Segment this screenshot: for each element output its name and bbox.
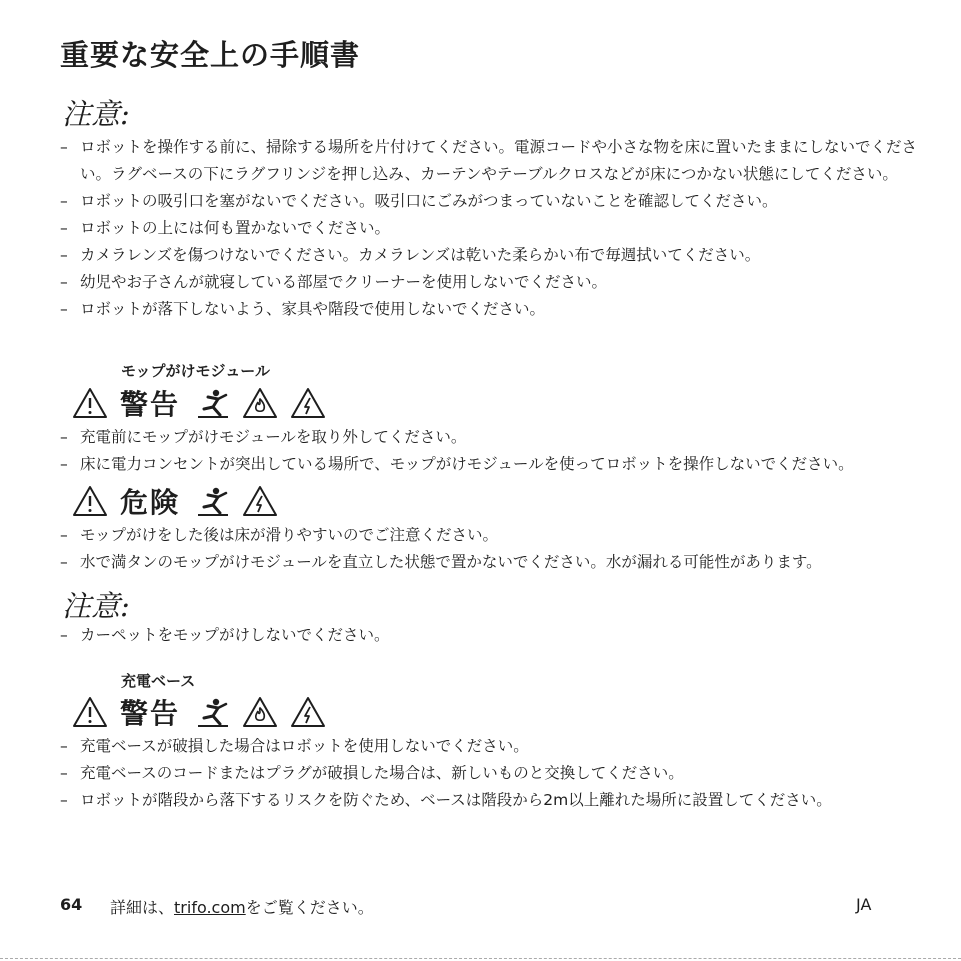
fire-hazard-icon <box>242 696 278 728</box>
mop-module-heading: モップがけモジュール <box>121 362 270 380</box>
footer-text <box>110 895 374 918</box>
slip-hazard-icon <box>196 696 230 728</box>
mop-warning-list <box>60 424 920 478</box>
list-item-text: ロボットの上には何も置かないでください。 <box>80 219 391 237</box>
list-item: – 床に電力コンセントが突出している場所で、モップがけモジュールを使ってロボットを操作しないでください。 <box>60 455 854 473</box>
slip-hazard-icon <box>196 485 230 517</box>
mop-caution-list <box>60 622 920 649</box>
base-warning-row <box>72 692 338 732</box>
page-title: 重要な安全上の手順書 <box>60 38 361 72</box>
list-item-text: カーペットをモップがけしないでください。 <box>80 626 390 644</box>
fire-hazard-icon <box>242 387 278 419</box>
list-item: – ロボットを操作する前に、掃除する場所を片付けてください。電源コードや小さな物を床に置いたままにしないでください。ラグベースの下にラグフリンジを押し込み、カーテンやテーブルクロスなどが床につかない状態にしてください。 <box>60 138 918 183</box>
electric-shock-icon <box>290 696 326 728</box>
website-link[interactable]: trifo.com <box>174 898 246 917</box>
list-item: – ロボットの上には何も置かないでください。 <box>60 219 391 237</box>
list-item: – モップがけをした後は床が滑りやすいのでご注意ください。 <box>60 526 499 544</box>
list-item: – カーペットをモップがけしないでください。 <box>60 626 390 644</box>
warning-triangle-icon <box>72 485 108 517</box>
list-item: – 水で満タンのモップがけモジュールを直立した状態で置かないでください。水が漏れる可能性があります。 <box>60 553 822 571</box>
list-item-text: 幼児やお子さんが就寝している部屋でクリーナーを使用しないでください。 <box>80 273 608 291</box>
danger-label: 危険 <box>120 486 181 519</box>
electric-shock-icon <box>290 387 326 419</box>
warning-label: 警告 <box>120 388 181 421</box>
list-item-text: 充電ベースが破損した場合はロボットを使用しないでください。 <box>80 737 529 755</box>
list-item: – 幼児やお子さんが就寝している部屋でクリーナーを使用しないでください。 <box>60 273 608 291</box>
list-item: – 充電ベースが破損した場合はロボットを使用しないでください。 <box>60 737 529 755</box>
list-item: – 充電前にモップがけモジュールを取り外してください。 <box>60 428 467 446</box>
electric-shock-icon <box>242 485 278 517</box>
list-item: – 充電ベースのコードまたはプラグが破損した場合は、新しいものと交換してください。 <box>60 764 684 782</box>
general-safety-list <box>60 134 920 323</box>
list-item-text: 床に電力コンセントが突出している場所で、モップがけモジュールを使ってロボットを操作しないでください。 <box>80 455 854 473</box>
warning-triangle-icon <box>72 387 108 419</box>
mop-caution-heading: 注意: <box>62 589 130 623</box>
base-warning-list <box>60 733 920 814</box>
footer-prefix: 詳細は、 <box>110 898 175 917</box>
footer-suffix: をご覧ください。 <box>245 898 374 917</box>
mop-danger-list <box>60 522 920 576</box>
list-item: – ロボットが階段から落下するリスクを防ぐため、ベースは階段から2m以上離れた場所に設置してください。 <box>60 791 832 809</box>
list-item: – ロボットが落下しないよう、家具や階段で使用しないでください。 <box>60 300 546 318</box>
slip-hazard-icon <box>196 387 230 419</box>
charging-base-heading: 充電ベース <box>121 672 196 690</box>
list-item-text: カメラレンズを傷つけないでください。カメラレンズは乾いた柔らかい布で毎週拭いてください。 <box>80 246 761 264</box>
list-item-text: 充電前にモップがけモジュールを取り外してください。 <box>80 428 467 446</box>
list-item-text: 充電ベースのコードまたはプラグが破損した場合は、新しいものと交換してください。 <box>80 764 684 782</box>
list-item-text: ロボットが落下しないよう、家具や階段で使用しないでください。 <box>80 300 546 318</box>
list-item-text: ロボットを操作する前に、掃除する場所を片付けてください。電源コードや小さな物を床に置いたままにしないでください。ラグベースの下にラグフリンジを押し込み、カーテンやテーブルクロスなどが床につかない状態にしてください。 <box>80 138 918 183</box>
list-item-text: ロボットの吸引口を塞がないでください。吸引口にごみがつまっていないことを確認してください。 <box>80 192 778 210</box>
warning-triangle-icon <box>72 696 108 728</box>
list-item-text: モップがけをした後は床が滑りやすいのでご注意ください。 <box>80 526 499 544</box>
list-item-text: ロボットが階段から落下するリスクを防ぐため、ベースは階段から2m以上離れた場所に設置してください。 <box>80 791 832 809</box>
page-number: 64 <box>60 895 83 914</box>
mop-danger-row <box>72 481 290 521</box>
list-item-text: 水で満タンのモップがけモジュールを直立した状態で置かないでください。水が漏れる可能性があります。 <box>80 553 822 571</box>
page-bottom-divider <box>0 958 961 960</box>
warning-label: 警告 <box>120 697 181 730</box>
caution-heading: 注意: <box>62 97 130 131</box>
list-item: – ロボットの吸引口を塞がないでください。吸引口にごみがつまっていないことを確認してください。 <box>60 192 778 210</box>
language-code: JA <box>856 895 872 914</box>
mop-warning-row <box>72 383 338 423</box>
list-item: – カメラレンズを傷つけないでください。カメラレンズは乾いた柔らかい布で毎週拭いてください。 <box>60 246 761 264</box>
